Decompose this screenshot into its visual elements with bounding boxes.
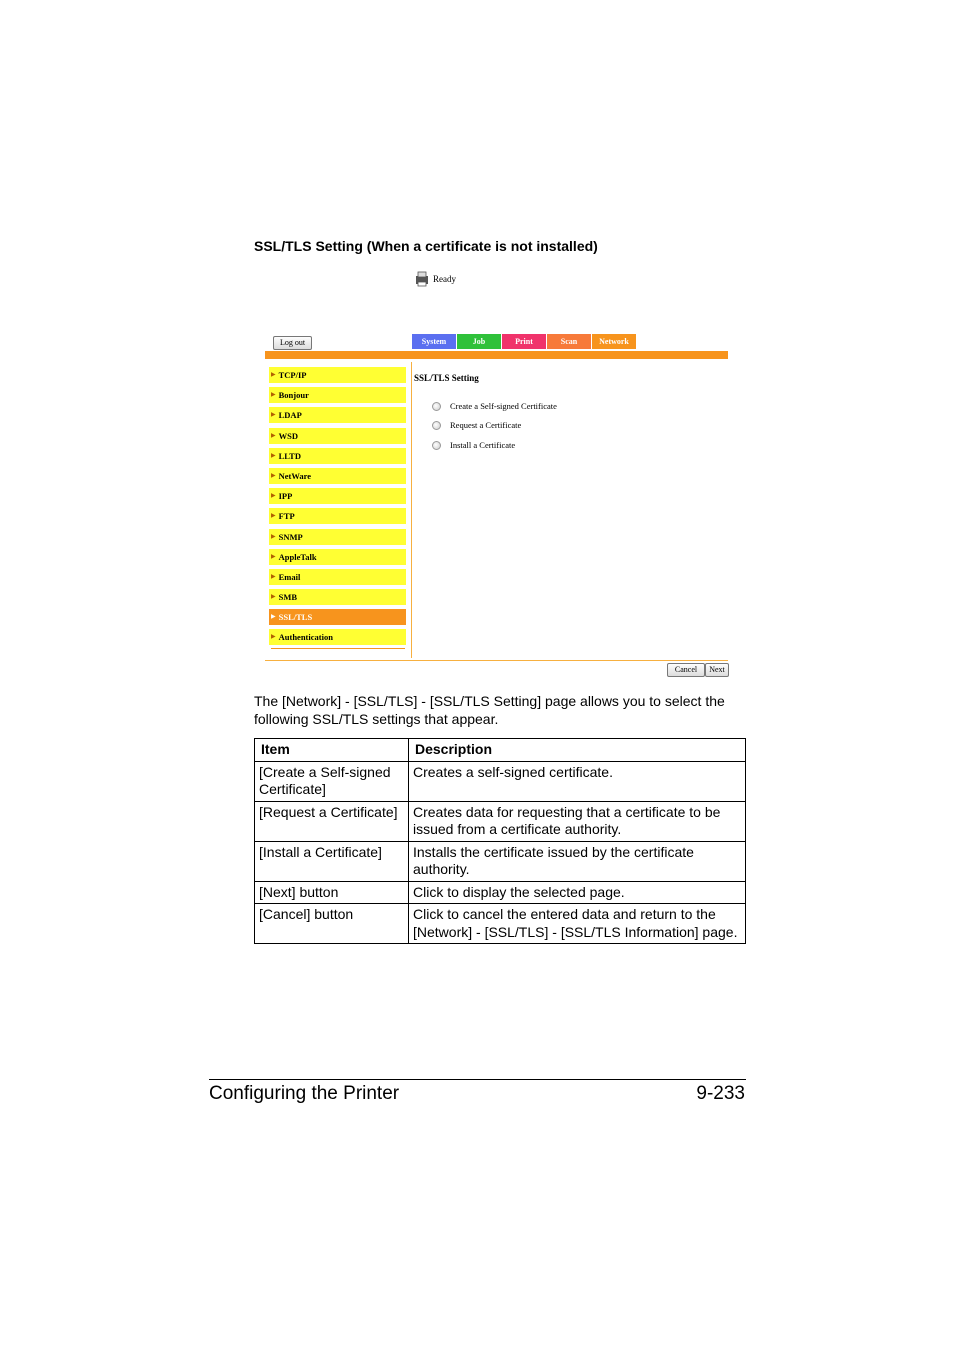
- sidebar-divider: [271, 648, 405, 649]
- sidebar-item-wsd[interactable]: [269, 428, 406, 444]
- sidebar-menu: [269, 367, 406, 650]
- sidebar-item-label: LLTD: [278, 450, 301, 461]
- printer-icon: [413, 270, 431, 288]
- sidebar-item-label: FTP: [278, 511, 295, 522]
- radio-button[interactable]: [432, 441, 441, 450]
- tab-bar: [412, 334, 636, 349]
- header-bar: [265, 351, 728, 359]
- table-header-row: [255, 739, 746, 762]
- sidebar-item-label: SMB: [278, 592, 298, 603]
- cancel-button[interactable]: Cancel: [667, 663, 705, 677]
- sidebar-item-authentication[interactable]: [269, 629, 406, 645]
- sidebar-item-ipp[interactable]: [269, 488, 406, 504]
- cell-description: Click to display the selected page.: [409, 881, 746, 904]
- cell-description: Creates a self-signed certificate.: [409, 761, 746, 801]
- header-description: Description: [409, 739, 746, 762]
- page-number: 9-233: [696, 1083, 745, 1104]
- logout-button[interactable]: Log out: [273, 336, 312, 350]
- arrow-right-icon: ▶: [271, 392, 276, 399]
- sidebar-item-label: AppleTalk: [278, 551, 317, 562]
- table-row: [255, 801, 746, 841]
- cell-description: Creates data for requesting that a certificate to be issued from a certificate authority.: [409, 801, 746, 841]
- sidebar-item-ldap[interactable]: [269, 407, 406, 423]
- footer-rule: [209, 1079, 746, 1080]
- sidebar-item-bonjour[interactable]: [269, 387, 406, 403]
- table-row: [255, 841, 746, 881]
- sidebar-item-label: NetWare: [278, 470, 312, 481]
- sidebar-item-ssl-tls[interactable]: [269, 609, 406, 625]
- sidebar-item-label: SNMP: [278, 531, 303, 542]
- tab-scan[interactable]: Scan: [547, 334, 591, 349]
- option-row[interactable]: [432, 440, 515, 450]
- cell-item: [Create a Self-signed Certificate]: [255, 761, 409, 801]
- sidebar-item-smb[interactable]: [269, 589, 406, 605]
- description-table: [254, 738, 746, 944]
- option-label: Install a Certificate: [450, 440, 516, 450]
- option-row[interactable]: [432, 401, 557, 411]
- cell-item: [Next] button: [255, 881, 409, 904]
- arrow-right-icon: ▶: [271, 513, 276, 520]
- arrow-right-icon: ▶: [271, 493, 276, 500]
- arrow-right-icon: ▶: [271, 452, 276, 459]
- arrow-right-icon: ▶: [271, 372, 276, 378]
- sidebar-item-appletalk[interactable]: [269, 549, 406, 565]
- sidebar-item-ftp[interactable]: [269, 508, 406, 524]
- cell-item: [Install a Certificate]: [255, 841, 409, 881]
- sidebar-item-label: TCP/IP: [278, 370, 307, 380]
- intro-paragraph: The [Network] - [SSL/TLS] - [SSL/TLS Setting] page allows you to select the following SSL/TLS settings that appear.: [254, 693, 725, 727]
- cell-item: [Request a Certificate]: [255, 801, 409, 841]
- sidebar-item-lltd[interactable]: [269, 448, 406, 464]
- tab-job[interactable]: Job: [457, 334, 501, 349]
- arrow-right-icon: ▶: [271, 614, 276, 621]
- arrow-right-icon: ▶: [271, 472, 276, 479]
- sidebar-item-label: Email: [278, 571, 301, 582]
- sidebar-item-label: Authentication: [278, 632, 333, 643]
- next-button[interactable]: Next: [705, 663, 729, 677]
- sidebar-item-label: LDAP: [278, 410, 302, 421]
- sidebar-item-label: SSL/TLS: [278, 612, 313, 623]
- arrow-right-icon: ▶: [271, 533, 276, 540]
- arrow-right-icon: ▶: [271, 573, 276, 580]
- status-text: Ready: [433, 274, 456, 284]
- sidebar-item-tcp-ip[interactable]: [269, 367, 406, 383]
- arrow-right-icon: ▶: [271, 594, 276, 601]
- option-label: Request a Certificate: [450, 420, 522, 430]
- panel-title: SSL/TLS Setting: [414, 373, 479, 383]
- sidebar-item-email[interactable]: [269, 569, 406, 585]
- radio-button[interactable]: [432, 402, 441, 411]
- arrow-right-icon: ▶: [271, 634, 276, 641]
- vertical-divider: [411, 362, 412, 658]
- table-row: [255, 904, 746, 944]
- sidebar-item-label: Bonjour: [278, 390, 309, 401]
- footer-divider: [265, 660, 728, 661]
- arrow-right-icon: ▶: [271, 553, 276, 560]
- sidebar-item-label: WSD: [278, 430, 298, 441]
- tab-print[interactable]: Print: [502, 334, 546, 349]
- arrow-right-icon: ▶: [271, 412, 276, 419]
- cell-description: Installs the certificate issued by the certificate authority.: [409, 841, 746, 881]
- section-title: SSL/TLS Setting (When a certificate is not installed): [254, 238, 598, 254]
- table-row: [255, 881, 746, 904]
- footer-chapter: Configuring the Printer: [209, 1083, 400, 1104]
- option-row[interactable]: [432, 420, 521, 430]
- sidebar-item-label: IPP: [278, 491, 293, 502]
- header-item: Item: [255, 739, 409, 762]
- table-row: [255, 761, 746, 801]
- arrow-right-icon: ▶: [271, 432, 276, 439]
- option-label: Create a Self-signed Certificate: [450, 401, 557, 411]
- radio-button[interactable]: [432, 421, 441, 430]
- cell-description: Click to cancel the entered data and return to the [Network] - [SSL/TLS] - [SSL/TLS Information] page.: [409, 904, 746, 944]
- sidebar-item-snmp[interactable]: [269, 529, 406, 545]
- cell-item: [Cancel] button: [255, 904, 409, 944]
- printer-status: [413, 270, 456, 288]
- sidebar-item-netware[interactable]: [269, 468, 406, 484]
- tab-network[interactable]: Network: [592, 334, 636, 349]
- tab-system[interactable]: System: [412, 334, 456, 349]
